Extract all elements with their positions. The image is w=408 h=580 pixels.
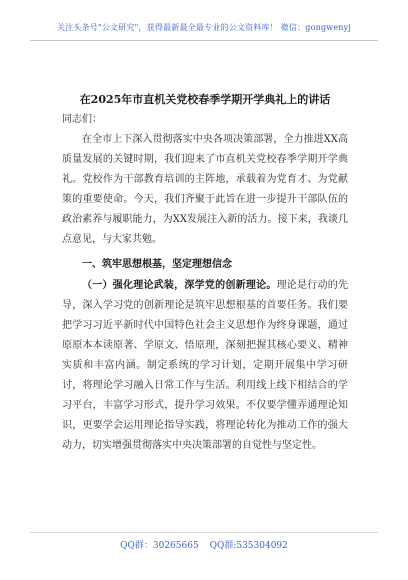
- footer-qq-left: QQ群：30265665: [120, 541, 199, 551]
- footer-divider: [30, 532, 378, 533]
- document-title: 在2025年市直机关党校春季学期开学典礼上的讲话: [79, 93, 331, 106]
- footer: [0, 538, 408, 551]
- header-divider: [30, 40, 378, 41]
- subsection-lead: （一）强化理论武装，深学党的创新理论。: [82, 280, 277, 291]
- subsection-paragraph: [62, 276, 348, 456]
- footer-qq-right: QQ群:535304092: [209, 541, 288, 551]
- salutation: 同志们：: [62, 114, 102, 125]
- header-banner: 关注头条号"公文研究"，获得最新最全最专业的公文资料库！ 微信：gongwenyj: [56, 23, 352, 32]
- intro-paragraph: 在全市上下深入贯彻落实中央各项决策部署，全力推进XX高质量发展的关键时期，我们迎来了市直机关党校春季学期开学典礼。党校作为干部教育培训的主阵地，承载着为党育才、为党献策的重要使命。今天，我们齐聚于此旨在进一步提升干部队伍的政治素养与履职能力，为XX发展注入新的活力。接下来，我谈几点意见，与大家共勉。: [62, 134, 348, 245]
- document-body: [62, 92, 348, 456]
- section-heading: 一、筑牢思想根基，坚定理想信念: [82, 259, 232, 270]
- subsection-body: 理论是行动的先导，深入学习党的创新理论是筑牢思想根基的首要任务。我们要把学习习近平新时代中国特色社会主义思想作为终身课题，通过原原本本读原著、学原文、悟原理，深刻把握其核心要义、精神实质和丰富内涵。制定系统的学习计划，定期开展集中学习研讨，将理论学习融入日常工作与生活。利用线上线下相结合的学习平台，丰富学习形式，提升学习效果。不仅要学懂弄通理论知识，更要学会运用理论指导实践，将理论转化为推动工作的强大动力，切实增强贯彻落实中央决策部署的自觉性与坚定性。: [62, 280, 349, 451]
